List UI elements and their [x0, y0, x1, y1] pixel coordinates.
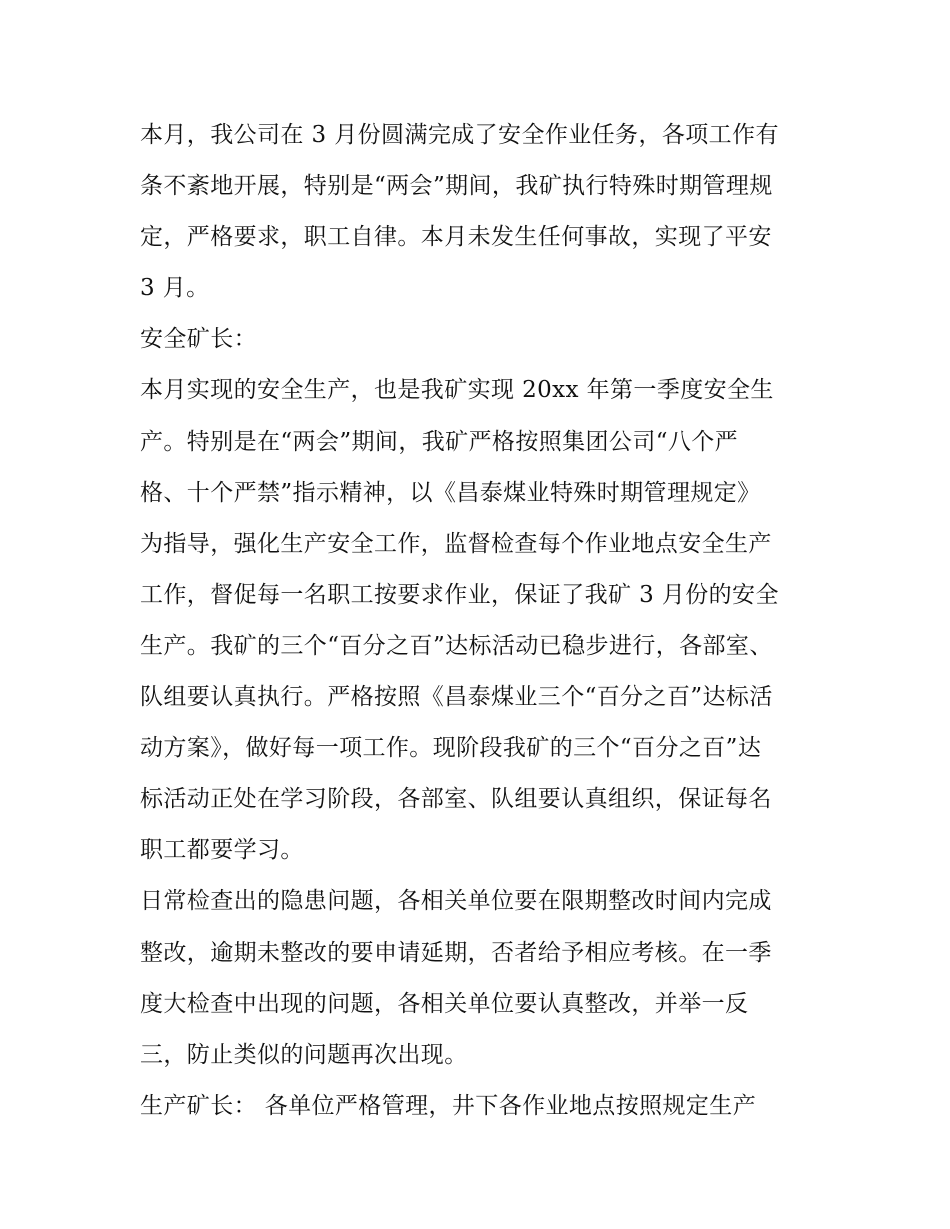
text-line: 本月实现的安全生产，也是我矿实现 20xx 年第一季度安全生 [140, 377, 774, 404]
text-line: 职工都要学习。 [140, 837, 304, 864]
section-label-safety-director: 安全矿长： [140, 326, 257, 353]
section-label-production-director: 生产矿长： 各单位严格管理，井下各作业地点按照规定生产 [140, 1092, 757, 1119]
text-line: 队组要认真执行。严格按照《昌泰煤业三个“百分之百”达标活 [140, 684, 773, 711]
text-line: 为指导，强化生产安全工作，监督检查每个作业地点安全生产 [140, 530, 772, 557]
text-line: 条不紊地开展，特别是“两会”期间，我矿执行特殊时期管理规 [140, 173, 773, 200]
text-line: 三，防止类似的问题再次出现。 [140, 1041, 468, 1068]
text-line: 整改，逾期未整改的要申请延期，否者给予相应考核。在一季 [140, 939, 772, 966]
text-line: 度大检查中出现的问题，各相关单位要认真整改，并举一反 [140, 990, 749, 1017]
document-body [140, 110, 830, 1132]
text-line: 3 月。 [140, 275, 210, 302]
text-line: 定，严格要求，职工自律。本月未发生任何事故，实现了平安 [140, 224, 772, 251]
text-line: 标活动正处在学习阶段，各部室、队组要认真组织，保证每名 [140, 786, 772, 813]
text-line: 格、十个严禁”指示精神，以《昌泰煤业特殊时期管理规定》 [140, 479, 761, 506]
text-line: 本月，我公司在 3 月份圆满完成了安全作业任务，各项工作有 [140, 122, 779, 148]
text-line: 日常检查出的隐患问题，各相关单位要在限期整改时间内完成 [140, 888, 772, 915]
text-line: 生产。我矿的三个“百分之百”达标活动已稳步进行，各部室、 [140, 632, 773, 659]
text-line: 动方案》，做好每一项工作。现阶段我矿的三个“百分之百”达 [140, 735, 762, 762]
text-line: 产。特别是在“两会”期间，我矿严格按照集团公司“八个严 [140, 428, 739, 455]
text-line: 工作，督促每一名职工按要求作业，保证了我矿 3 月份的安全 [140, 581, 779, 608]
